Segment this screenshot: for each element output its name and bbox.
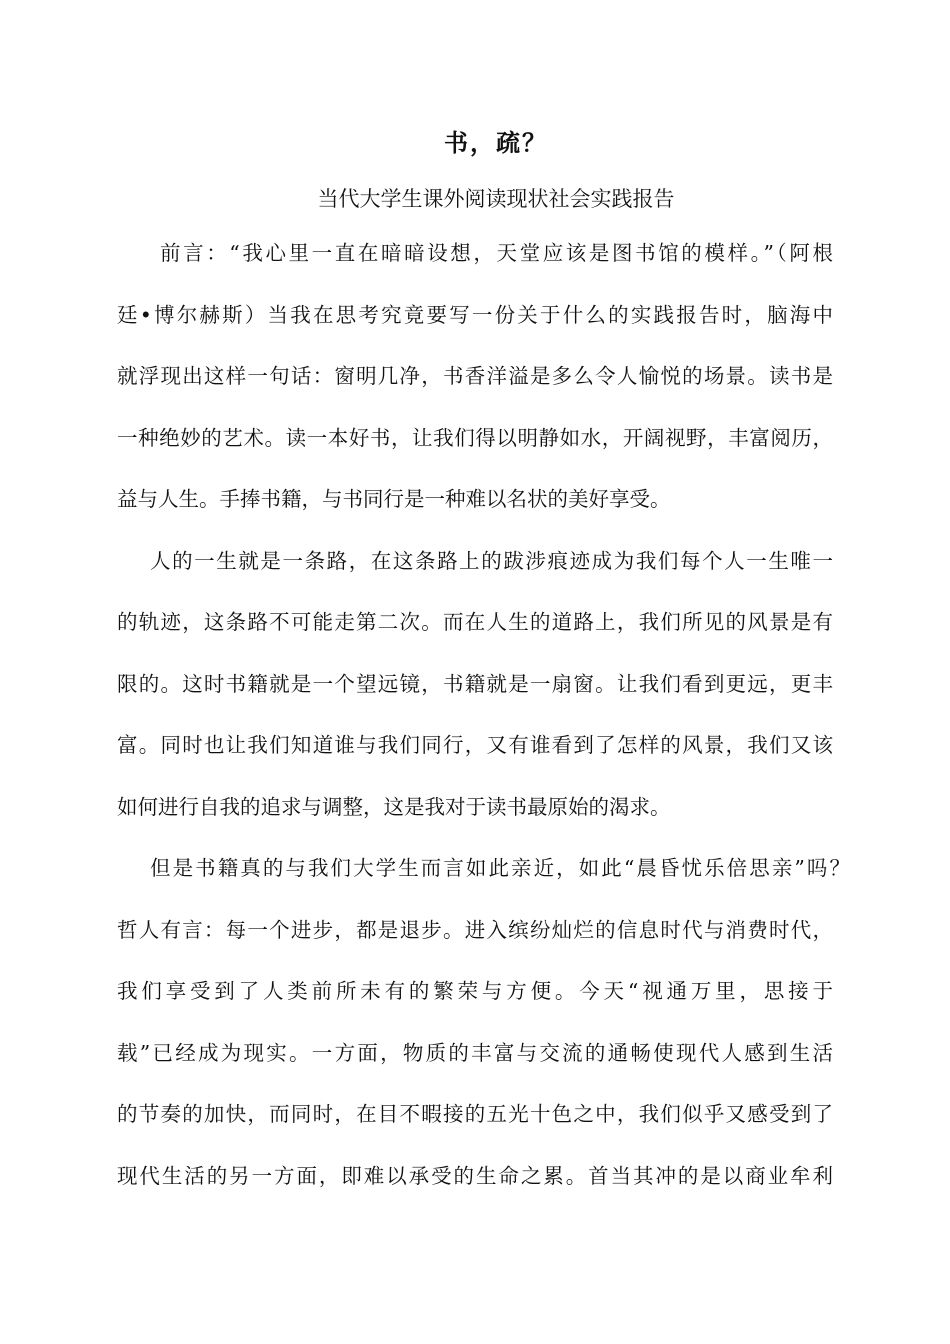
- body-line: 人的一生就是一条路，在这条路上的跋涉痕迹成为我们每个人一生唯一: [150, 548, 833, 573]
- paragraph-preface: [117, 223, 857, 531]
- document-subtitle: 当代大学生课外阅读现状社会实践报告: [317, 187, 675, 211]
- body-line: 但是书籍真的与我们大学生而言如此亲近，如此“晨昏忧乐倍思亲”吗？: [150, 856, 850, 880]
- body-line: 载”已经成为现实。一方面，物质的丰富与交流的通畅使现代人感到生活: [117, 1040, 833, 1065]
- body-line: 现代生活的另一方面，即难以承受的生命之累。首当其冲的是以商业牟利: [117, 1163, 833, 1188]
- body-line: 益与人生。手捧书籍，与书同行是一种难以名状的美好享受。: [117, 487, 671, 511]
- paragraph-information-age: [117, 838, 857, 1207]
- body-line: 富。同时也让我们知道谁与我们同行，又有谁看到了怎样的风景，我们又该: [117, 733, 833, 757]
- body-line: 限的。这时书籍就是一个望远镜，书籍就是一扇窗。让我们看到更远，更丰: [117, 671, 833, 696]
- body-line: 前言：“我心里一直在暗暗设想，天堂应该是图书馆的模样。”（阿根: [160, 241, 833, 265]
- body-line: 廷•博尔赫斯）当我在思考究竟要写一份关于什么的实践报告时，脑海中: [117, 302, 833, 327]
- body-line: 如何进行自我的追求与调整，这是我对于读书最原始的渴求。: [117, 794, 671, 819]
- document-body: [117, 223, 857, 1207]
- body-line: 哲人有言：每一个进步，都是退步。进入缤纷灿烂的信息时代与消费时代，: [117, 917, 833, 942]
- document-title: 书，疏？: [444, 128, 548, 157]
- body-line: 的轨迹，这条路不可能走第二次。而在人生的道路上，我们所见的风景是有: [117, 610, 833, 634]
- paragraph-life-road: [117, 531, 857, 839]
- body-line: 就浮现出这样一句话：窗明几净，书香洋溢是多么令人愉悦的场景。读书是: [117, 364, 833, 388]
- body-line: 一种绝妙的艺术。读一本好书，让我们得以明静如水，开阔视野，丰富阅历，: [117, 425, 833, 450]
- body-line: 的节奏的加快，而同时，在目不暇接的五光十色之中，我们似乎又感受到了: [117, 1102, 833, 1126]
- body-line: 我们享受到了人类前所未有的繁荣与方便。今天“视通万里，思接于: [117, 979, 833, 1003]
